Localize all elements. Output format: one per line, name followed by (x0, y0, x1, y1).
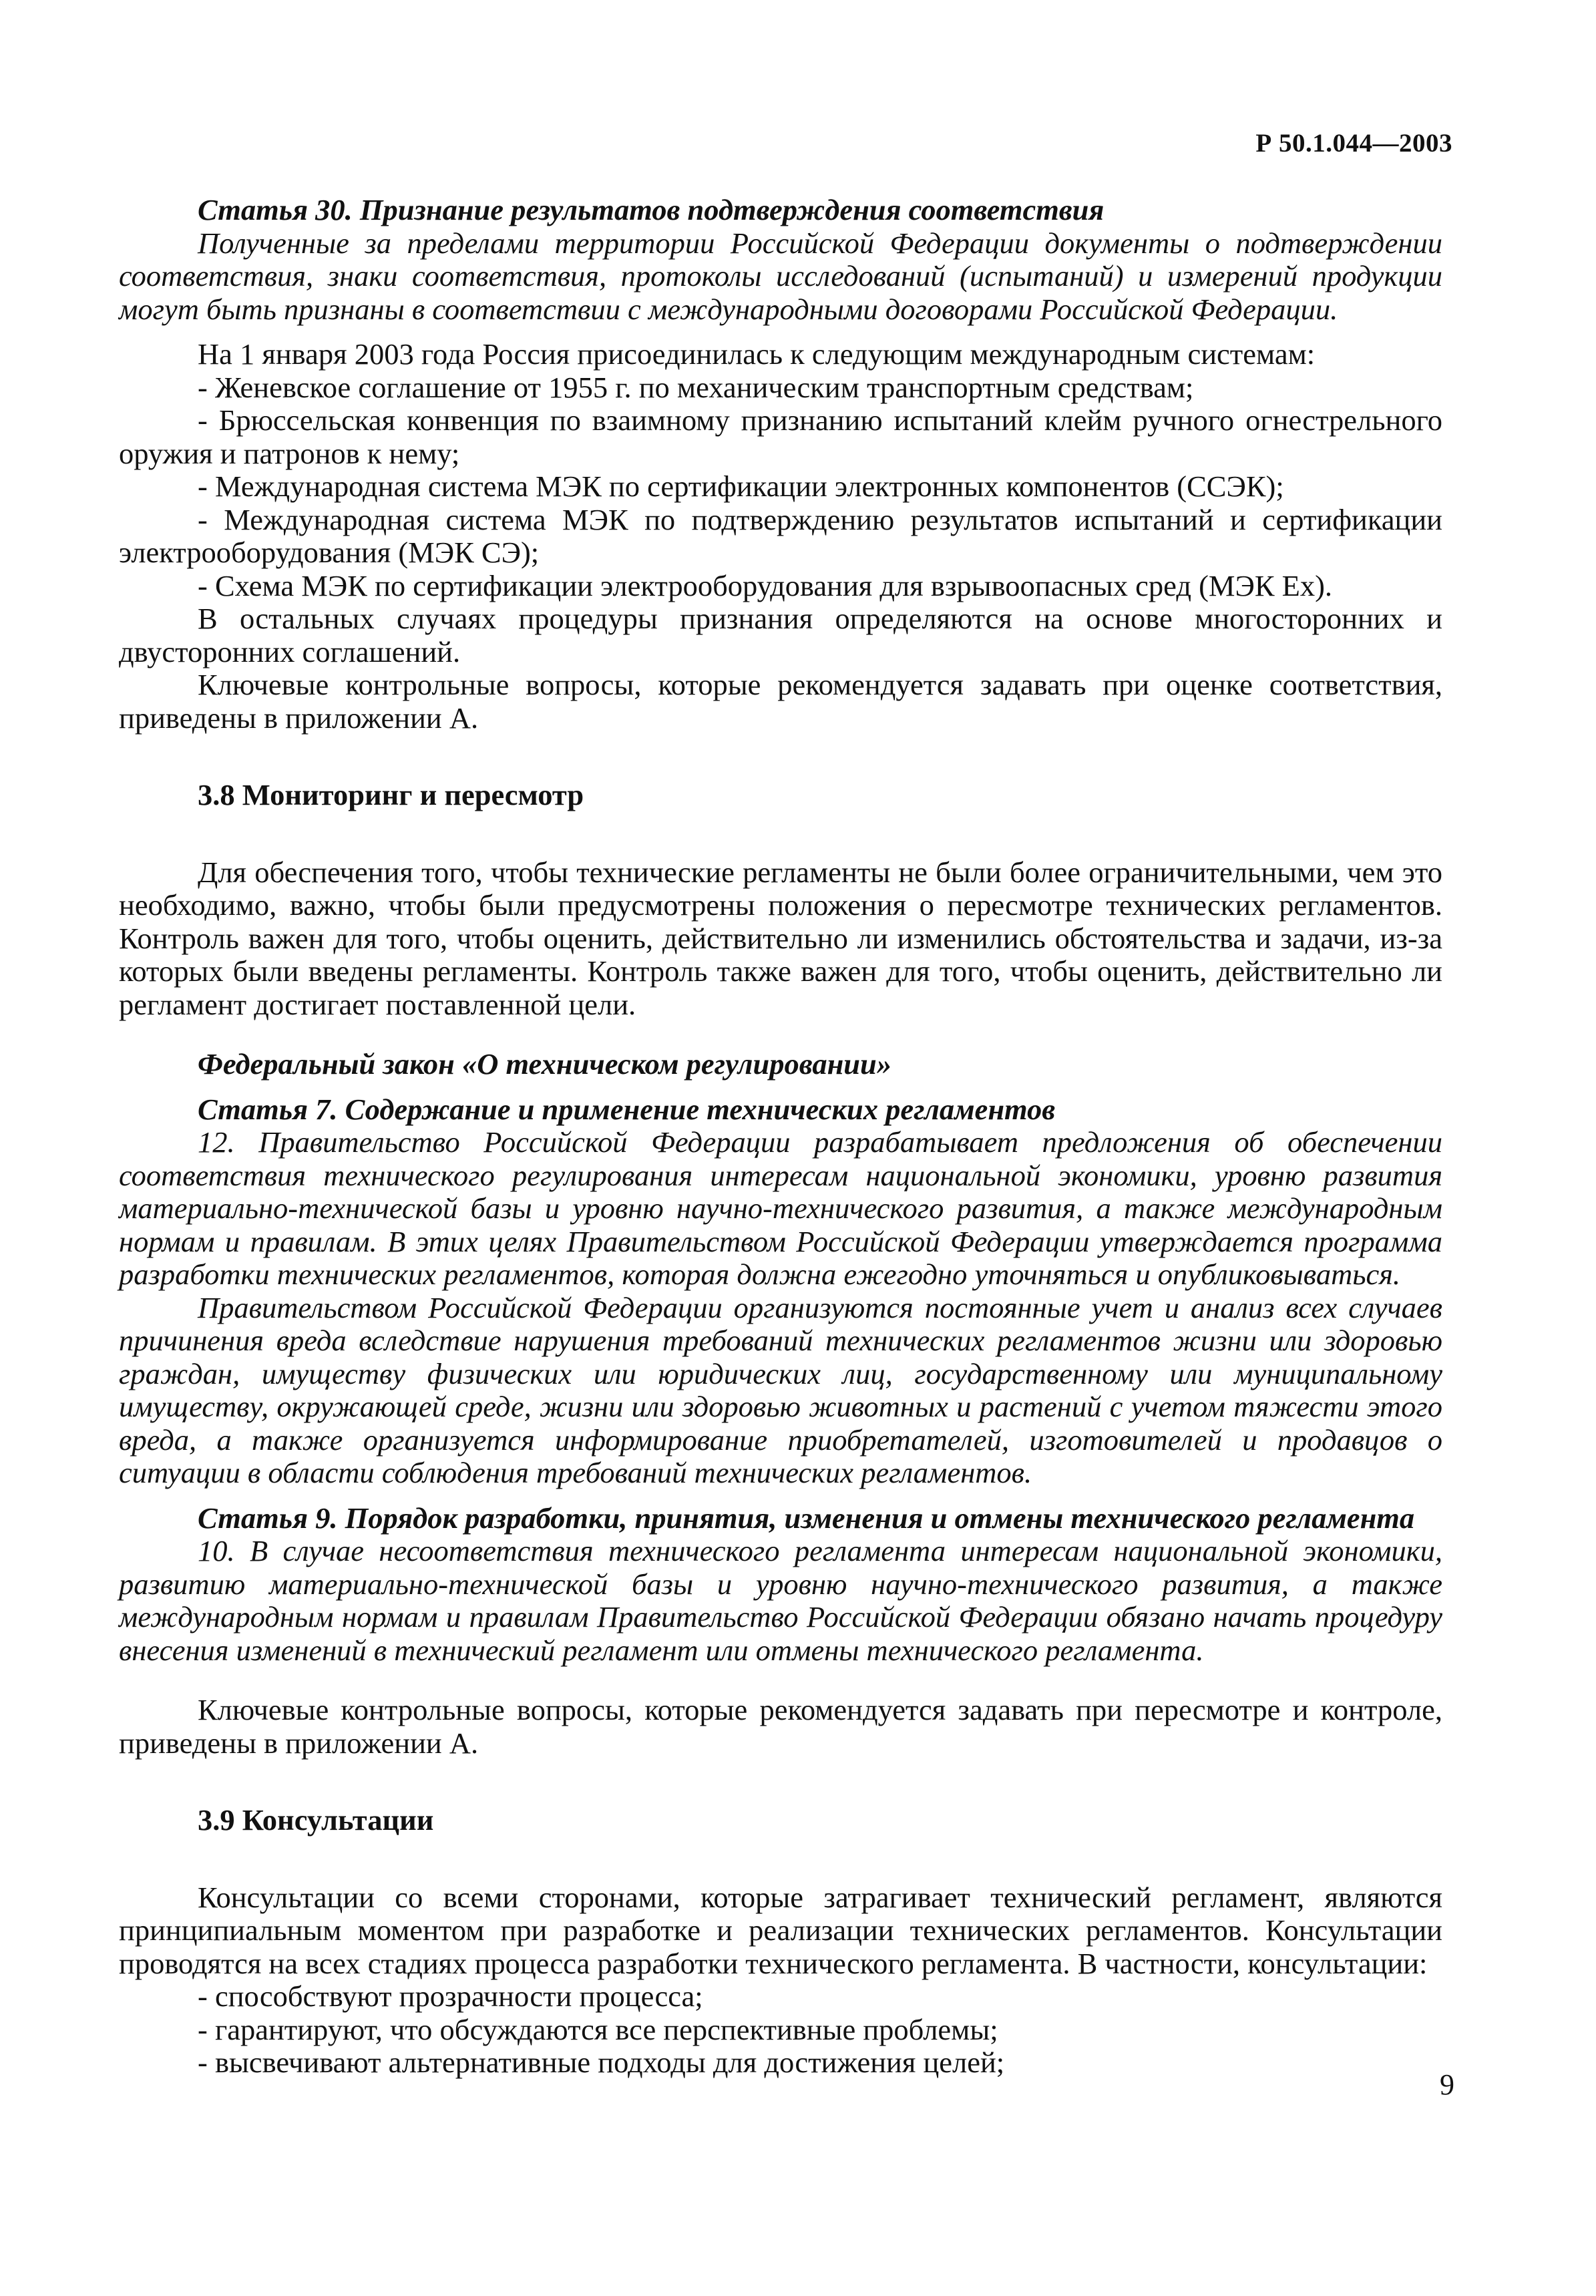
article-7-item-12: 12. Правительство Российской Федерации разрабатывает предложения об обеспечении соответствия технического регулирования интересам национальной экономики, уровню развития материально-технической базы и уровню научно-технического развития, а также международным нормам и правилам. В этих целях Правительством Российской Федерации утверждается программа разработки технических регламентов, которая должна ежегодно уточняться и опубликовываться. (119, 1125, 1442, 1291)
section-3-9-heading: 3.9 Консультации (198, 1803, 434, 1837)
article-9-heading: Статья 9. Порядок разработки, принятия, изменения и отмены технического регламента (198, 1501, 1415, 1535)
paragraph-key-questions-assessment: Ключевые контрольные вопросы, которые рекомендуется задавать при оценке соответствия, приведены в приложении А. (119, 668, 1442, 735)
section-3-8-heading: 3.8 Мониторинг и пересмотр (198, 778, 584, 811)
federal-law-heading: Федеральный закон «О техническом регулировании» (198, 1047, 892, 1081)
page-number: 9 (1440, 2068, 1454, 2101)
list-item-transparency: - способствуют прозрачности процесса; (198, 1979, 703, 2013)
article-9-item-10: 10. В случае несоответствия технического регламента интересам национальной экономики, развитию материально-технической базы и уровню научно-технического развития, а также международным нормам и правилам Правительство Российской Федерации обязано начать процедуру внесения изменений в технический регламент или отмены технического регламента. (119, 1534, 1442, 1667)
paragraph-monitoring: Для обеспечения того, чтобы технические регламенты не были более ограничительными, чем это необходимо, важно, чтобы были предусмотрены положения о пересмотре технических регламентов. Контроль важен для того, чтобы оценить, действительно ли изменились обстоятельства и задачи, из-за которых были введены регламенты. Контроль также важен для того, чтобы оценить, действительно ли регламент достигает поставленной цели. (119, 855, 1442, 1021)
article-30-text: Полученные за пределами территории Российской Федерации документы о подтверждении соответствия, знаки соответствия, протоколы исследований (испытаний) и измерений продукции могут быть признаны в соответствии с международными договорами Российской Федерации. (119, 226, 1442, 326)
article-7-paragraph-harm: Правительством Российской Федерации организуются постоянные учет и анализ всех случаев причинения вреда вследствие нарушения требований технических регламентов жизни или здоровью граждан, имуществу физических или юридических лиц, государственному или муниципальному имуществу, окружающей среде, жизни или здоровью животных и растений с учетом тяжести этого вреда, а также организуется информирование приобретателей, изготовителей и продавцов о ситуации в области соблюдения требований технических регламентов. (119, 1290, 1442, 1489)
list-item-iec-se: - Международная система МЭК по подтверждению результатов испытаний и сертификации электрооборудования (МЭК СЭ); (119, 502, 1442, 569)
page-content (119, 194, 1442, 2080)
paragraph-key-questions-review: Ключевые контрольные вопросы, которые рекомендуется задавать при пересмотре и контроле, приведены в приложении А. (119, 1693, 1442, 1760)
paragraph-other-cases: В остальных случаях процедуры признания определяются на основе многосторонних и двусторонних соглашений. (119, 602, 1442, 668)
list-item-problems: - гарантируют, что обсуждаются все перспективные проблемы; (198, 2012, 998, 2046)
list-item-brussels: - Брюссельская конвенция по взаимному признанию испытаний клейм ручного огнестрельного оружия и патронов к нему; (119, 403, 1442, 470)
list-item-ccek: - Международная система МЭК по сертификации электронных компонентов (ССЭК); (198, 469, 1284, 503)
article-7-heading: Статья 7. Содержание и применение технических регламентов (198, 1092, 1056, 1126)
list-item-iec-ex: - Схема МЭК по сертификации электрооборудования для взрывоопасных сред (МЭК Ex). (198, 568, 1333, 602)
article-30-heading: Статья 30. Признание результатов подтверждения соответствия (198, 193, 1105, 226)
document-code: Р 50.1.044—2003 (1255, 129, 1452, 158)
list-item-alternatives: - высвечивают альтернативные подходы для достижения целей; (198, 2046, 1005, 2079)
paragraph-consultations: Консультации со всеми сторонами, которые затрагивает технический регламент, являются принципиальным моментом при разработке и реализации технических регламентов. Консультации проводятся на всех стадиях процесса разработки технического регламента. В частности, консультации: (119, 1880, 1442, 1980)
list-item-geneva: - Женевское соглашение от 1955 г. по механическим транспортным средствам; (198, 370, 1194, 404)
paragraph-systems-intro: На 1 января 2003 года Россия присоединилась к следующим международным системам: (198, 337, 1316, 371)
